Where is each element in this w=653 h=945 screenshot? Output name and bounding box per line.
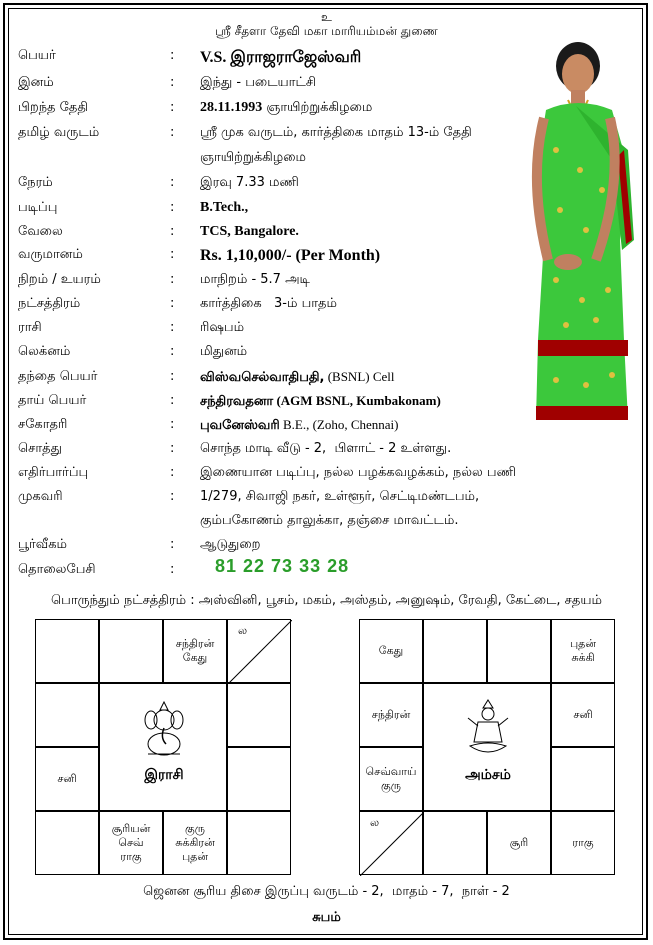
dob-day: ஞாயிற்றுக்கிழமை <box>262 100 373 115</box>
field-lagnam <box>18 344 518 366</box>
field-value <box>200 417 399 434</box>
field-value <box>200 100 372 116</box>
field-label: பூர்வீகம் <box>18 537 68 552</box>
amsam-cell <box>487 619 551 683</box>
field-education <box>18 200 518 222</box>
colon: : <box>170 562 175 577</box>
rasi-cell <box>99 619 163 683</box>
field-label: படிப்பு <box>18 200 58 215</box>
field-label: லெக்னம் <box>18 344 71 359</box>
lagna-mark: ல <box>238 624 248 637</box>
field-value: மிதுனம் <box>200 344 248 359</box>
field-label: நிறம் / உயரம் <box>18 272 101 287</box>
field-label: தாய் பெயர் <box>18 393 87 408</box>
colon: : <box>170 441 175 456</box>
field-label: சொத்து <box>18 441 62 456</box>
field-label: வேலை <box>18 224 63 239</box>
field-address-cont: கும்பகோணம் தாலுக்கா, தஞ்சை மாவட்டம். <box>200 513 459 528</box>
diagonal-line <box>228 620 292 684</box>
field-value: ரிஷபம் <box>200 320 245 335</box>
sister-name: புவனேஸ்வரி <box>200 418 280 433</box>
field-income <box>18 247 518 269</box>
rasi-cell <box>35 811 99 875</box>
dasa-balance: ஜெனன சூரிய திசை இருப்பு வருடம் - 2, மாதம் - 7, நாள் - 2 <box>143 884 510 899</box>
field-value: 1/279, சிவாஜி நகர், உள்ளூர், செட்டிமண்டபம், <box>200 489 480 504</box>
field-label: பிறந்த தேதி <box>18 100 88 115</box>
amsam-chart <box>359 619 615 875</box>
field-label: ராசி <box>18 320 42 335</box>
colon: : <box>170 465 175 480</box>
field-label: தமிழ் வருடம் <box>18 125 100 140</box>
rasi-cell: சனி <box>35 747 99 811</box>
field-value: மாநிறம் - 5.7 அடி <box>200 272 310 287</box>
field-father <box>18 369 518 391</box>
amsam-cell: புதன் சுக்கி <box>551 619 615 683</box>
field-name <box>18 48 518 70</box>
amsam-cell: கேது <box>359 619 423 683</box>
dob-date: 28.11.1993 <box>200 100 263 115</box>
colon: : <box>170 200 175 215</box>
field-value <box>200 393 441 410</box>
amsam-cell: சனி <box>551 683 615 747</box>
field-sister <box>18 417 518 439</box>
colon: : <box>170 247 175 262</box>
field-address <box>18 489 638 511</box>
field-caste <box>18 75 518 97</box>
field-value: Rs. 1,10,000/- (Per Month) <box>200 247 381 264</box>
ganesha-icon <box>140 698 188 758</box>
colon: : <box>170 537 175 552</box>
field-property <box>18 441 518 463</box>
field-label: முகவரி <box>18 489 63 504</box>
father-name: விஸ்வசெல்வாதிபதி, <box>200 370 325 385</box>
rasi-cell <box>35 683 99 747</box>
colon: : <box>170 272 175 287</box>
field-value: இந்து - படையாட்சி <box>200 75 317 90</box>
field-tamil-year <box>18 125 518 147</box>
amsam-cell <box>551 747 615 811</box>
sister-detail: B.E., (Zoho, Chennai) <box>279 417 399 432</box>
footer-subam: சுபம் <box>312 910 341 925</box>
field-complexion <box>18 272 518 294</box>
profile-photo <box>516 40 640 430</box>
colon: : <box>170 369 175 384</box>
amsam-cell: சந்திரன் <box>359 683 423 747</box>
header-symbol: உ <box>321 10 332 24</box>
field-time <box>18 175 518 197</box>
colon: : <box>170 224 175 239</box>
colon: : <box>170 489 175 504</box>
phone-number: 81 22 73 33 28 <box>215 556 350 576</box>
rasi-cell-lagna <box>227 619 291 683</box>
field-value: சொந்த மாடி வீடு - 2, பிளாட் - 2 உள்ளது. <box>200 441 452 456</box>
field-value: ஆடுதுறை <box>200 537 261 552</box>
colon: : <box>170 48 175 63</box>
colon: : <box>170 296 175 311</box>
amsam-cell: செவ்வாய் குரு <box>359 747 423 811</box>
amsam-title: அம்சம் <box>465 767 511 783</box>
amsam-cell: சூரி <box>487 811 551 875</box>
field-value: கார்த்திகை 3-ம் பாதம் <box>200 296 337 311</box>
field-label: நட்சத்திரம் <box>18 296 81 311</box>
field-expectation <box>18 465 638 487</box>
rasi-cell: சூரியன் செவ் ராகு <box>99 811 163 875</box>
colon: : <box>170 344 175 359</box>
field-value: இரவு 7.33 மணி <box>200 175 299 190</box>
amsam-cell <box>423 811 487 875</box>
mother-name: சந்திரவதனா <box>200 394 274 409</box>
diagonal-line <box>360 812 424 876</box>
field-value: B.Tech., <box>200 200 249 215</box>
rasi-center <box>99 683 227 811</box>
father-detail: (BSNL) Cell <box>324 369 395 384</box>
rasi-title: இராசி <box>144 767 184 783</box>
field-star <box>18 296 518 318</box>
amsam-cell-lagna <box>359 811 423 875</box>
field-value <box>200 369 395 386</box>
amsam-cell <box>423 619 487 683</box>
field-mother <box>18 393 518 415</box>
field-label: நேரம் <box>18 175 53 190</box>
field-value: TCS, Bangalore. <box>200 224 299 239</box>
field-label: சகோதரி <box>18 417 68 432</box>
colon: : <box>170 417 175 432</box>
field-value: ஸ்ரீ முக வருடம், கார்த்திகை மாதம் 13-ம் தேதி <box>200 125 472 140</box>
field-value: இணையான படிப்பு, நல்ல பழக்கவழக்கம், நல்ல பணி <box>200 465 516 480</box>
field-label: எதிர்பார்ப்பு <box>18 465 89 480</box>
rasi-cell <box>227 747 291 811</box>
colon: : <box>170 175 175 190</box>
field-job <box>18 224 518 246</box>
field-value: V.S. இராஜராஜேஸ்வரி <box>200 49 362 66</box>
rasi-cell: சந்திரன் கேது <box>163 619 227 683</box>
rasi-cell: குரு சுக்கிரன் புதன் <box>163 811 227 875</box>
amsam-center <box>423 683 551 811</box>
rasi-cell <box>227 811 291 875</box>
field-tamil-year-cont: ஞாயிற்றுக்கிழமை <box>200 150 307 165</box>
colon: : <box>170 393 175 408</box>
rasi-chart <box>35 619 291 875</box>
rasi-cell <box>35 619 99 683</box>
field-label: தொலைபேசி <box>18 562 96 577</box>
field-label: வருமானம் <box>18 247 83 262</box>
rasi-cell <box>227 683 291 747</box>
field-dob <box>18 100 518 122</box>
mother-detail: (AGM BSNL, Kumbakonam) <box>273 393 441 408</box>
matching-stars: பொருந்தும் நட்சத்திரம் : அஸ்வினி, பூசம், மகம், அஸ்தம், அனுஷம், ரேவதி, கேட்டை, சதயம் <box>51 593 602 608</box>
header-title: ஸ்ரீ சீதளா தேவி மகா மாரியம்மன் துணை <box>215 24 438 38</box>
field-rasi <box>18 320 518 342</box>
lagna-mark: ல <box>370 816 380 829</box>
field-label: இனம் <box>18 75 54 90</box>
amsam-cell: ராகு <box>551 811 615 875</box>
colon: : <box>170 320 175 335</box>
colon: : <box>170 125 175 140</box>
lakshmi-icon <box>464 698 512 758</box>
colon: : <box>170 75 175 90</box>
field-label: பெயர் <box>18 48 56 63</box>
colon: : <box>170 100 175 115</box>
field-label: தந்தை பெயர் <box>18 369 98 384</box>
